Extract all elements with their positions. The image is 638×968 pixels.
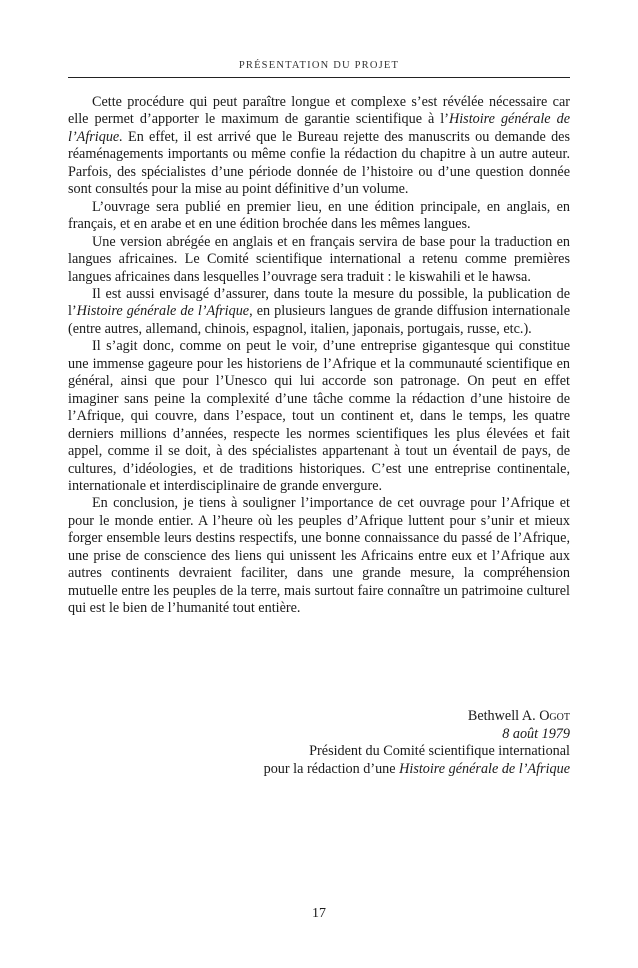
role-prefix: pour la rédaction d’une: [263, 760, 400, 777]
author-first-name: Bethwell A.: [467, 708, 536, 724]
paragraph-4: [68, 286, 570, 338]
signature-date: 8 août 1979: [502, 725, 570, 742]
book-title: Histoire générale de l’Afrique.: [68, 111, 570, 145]
header-rule: [68, 77, 570, 78]
paragraph-1: [68, 94, 570, 199]
page-number: 17: [312, 906, 326, 921]
running-header: PRÉSENTATION DU PROJET: [238, 60, 400, 71]
author-name: [68, 708, 570, 726]
paragraph-5: Il s’agit donc, comme on peut le voir, d’une entreprise gigantesque qui constitue une immense gageure pour les historiens de l’Afrique et la communauté scientifique en général, ainsi que pour l’Unesco qui lui accorde son patronage. On peut en effet imaginer sans peine la complexité d’une tâche comme la rédaction d’une histoire de l’Afrique, qui couvre, dans l’espace, tout un continent et, dans le temps, les quatre derniers millions d’années, respecte les normes scientifiques les plus élevées et fait appel, comme il se doit, à des spécialistes appartenant à tout un éventail de pays, de cultures, d’idéologies, et de traditions historiques. C’est une entreprise continentale, internationale et interdisciplinaire de grande envergure.: [68, 338, 570, 494]
paragraph-3: Une version abrégée en anglais et en français servira de base pour la traduction en langues africaines. Le Comité scientifique international a retenu comme premières langues africaines dans lesquelles l’ouvrage sera traduit : le kiswahili et le hawsa.: [68, 233, 570, 285]
paragraph-2: L’ouvrage sera publié en premier lieu, en une édition principale, en anglais, en français, et en arabe et en une édition brochée dans les mêmes langues.: [68, 198, 570, 233]
author-surname: Ogot: [539, 708, 570, 724]
body-text: [68, 94, 570, 618]
page: [68, 0, 570, 968]
paragraph-6: En conclusion, je tiens à souligner l’importance de cet ouvrage pour l’Afrique et pour le monde entier. A l’heure où les peuples d’Afrique luttent pour s’unir et mieux forger ensemble leurs destins respectifs, une bonne connaissance du passé de l’Afrique, une prise de conscience des liens qui unissent les Africains entre eux et l’Afrique aux autres continents devraient faciliter, dans une grande mesure, la compréhension mutuelle entre les peuples de la terre, mais surtout faire connaître un patrimoine culturel qui est le bien de l’humanité tout entière.: [68, 495, 570, 617]
paragraph-1-text-a: Cette procédure qui peut paraître longue et complexe s’est révélée nécessaire car elle permet d’apporter le maximum de garantie scientifique à l’: [68, 94, 570, 128]
book-title: Histoire générale de l’Afrique: [76, 303, 250, 320]
paragraph-1-text-c: En effet, il est arrivé que le Bureau rejette des manuscrits ou demande des réaménagements importants ou même confie la rédaction du chapitre à un autre auteur. Parfois, des spécialistes d’une période donnée de l’histoire ou d’une question donnée sont consultés pour la mise au point définitive d’un volume.: [68, 128, 570, 198]
book-title: Histoire générale de l’Afrique: [399, 760, 570, 777]
author-role-line-1: Président du Comité scientifique international: [309, 743, 570, 760]
paragraph-4-text-c: , en plusieurs langues de grande diffusion internationale (entre autres, allemand, chinois, espagnol, italien, japonais, portugais, russe, etc.).: [68, 303, 570, 337]
paragraph-4-text-a: Il est aussi envisagé d’assurer, dans toute la mesure du possible, la publication de l’: [68, 285, 570, 320]
author-role-line-2: [68, 761, 570, 779]
signature-block: [68, 708, 570, 778]
